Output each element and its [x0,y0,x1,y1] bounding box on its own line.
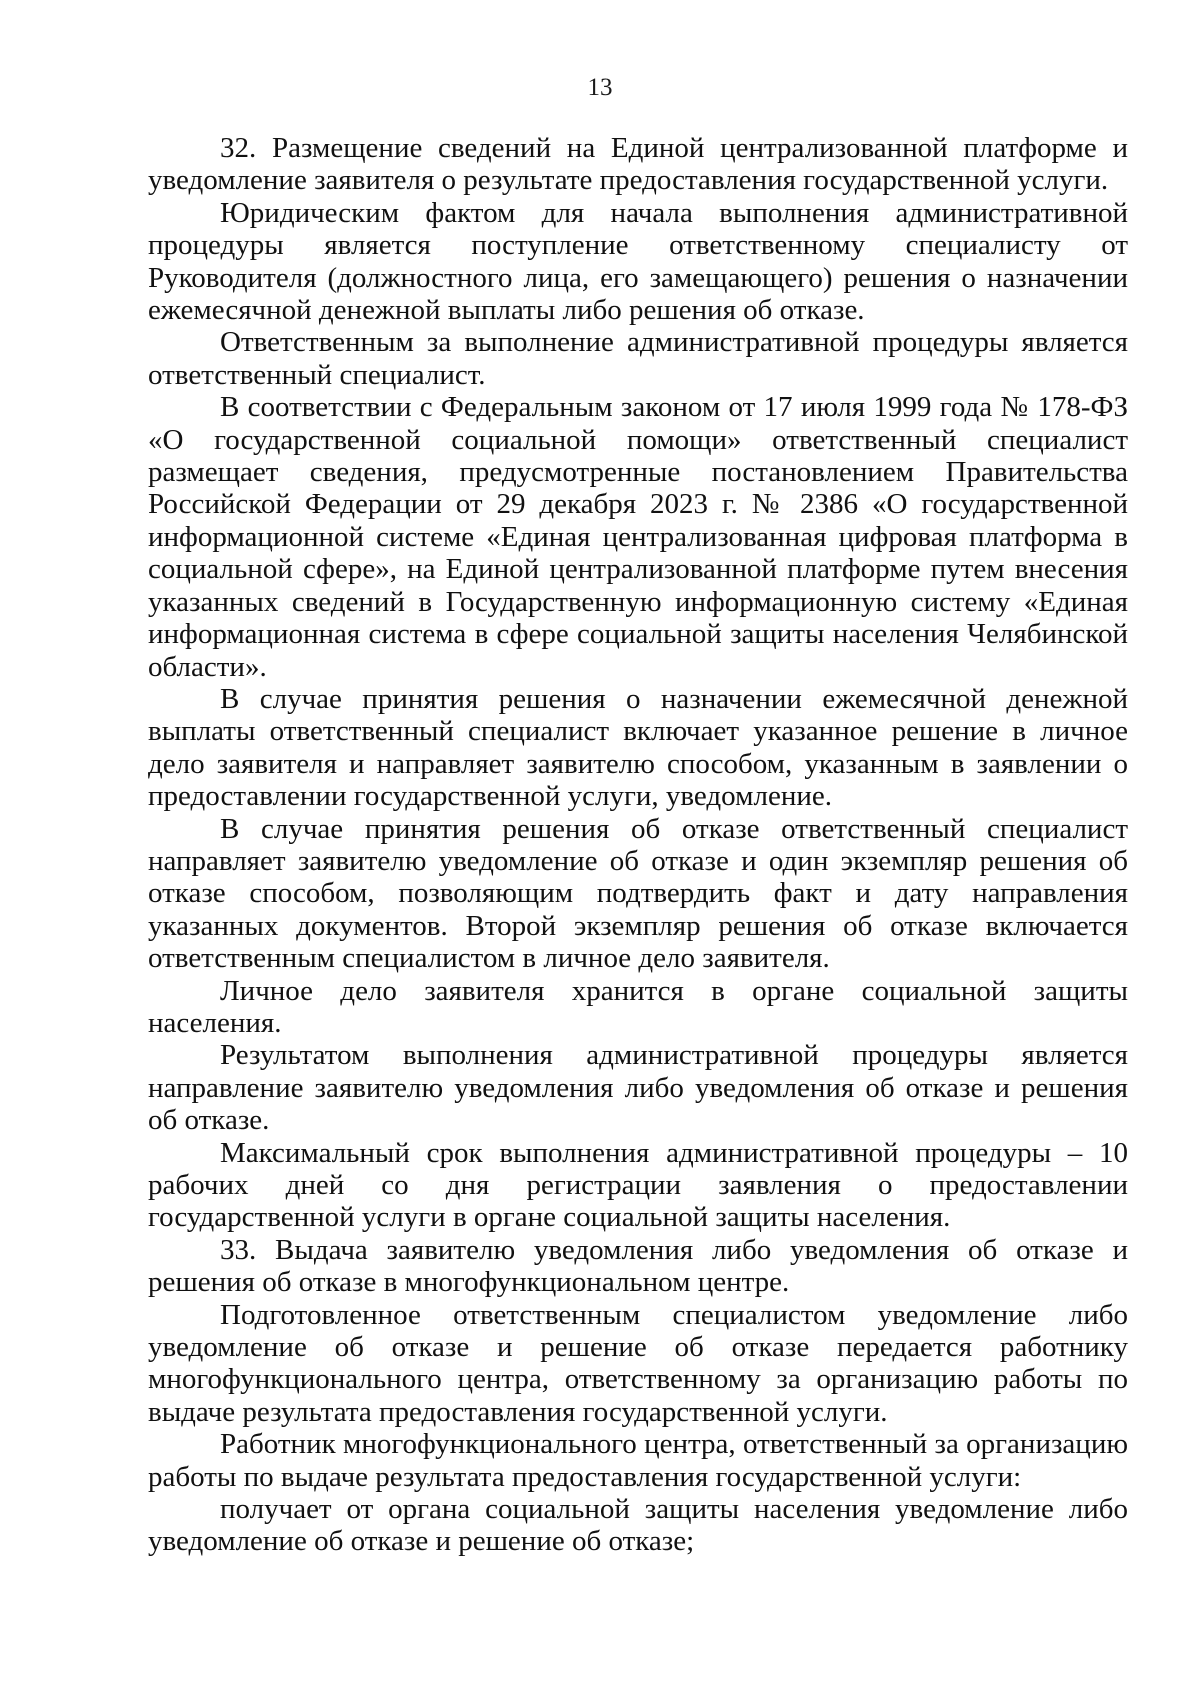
paragraph-approval-case: В случае принятия решения о назначении ежемесячной денежной выплаты ответственный специалист включает указанное решение в личное дело заявителя и направляет заявителю способом, указанным в заявлении о предоставлении государственной услуги, уведомление. [148,682,1128,813]
paragraph-personal-file-storage: Личное дело заявителя хранится в органе социальной защиты населения. [148,974,1128,1039]
paragraph-maximum-term: Максимальный срок выполнения административной процедуры – 10 рабочих дней со дня регистрации заявления о предоставлении государственной услуги в органе социальной защиты населения. [148,1136,1128,1234]
paragraph-procedure-result: Результатом выполнения административной процедуры является направление заявителю уведомления либо уведомления об отказе и решения об отказе. [148,1039,1128,1137]
paragraph-mfc-worker: Работник многофункционального центра, ответственный за организацию работы по выдаче результата предоставления государственной услуги: [148,1428,1128,1493]
paragraph-federal-law-placement: В соответствии с Федеральным законом от 17 июля 1999 года № 178-ФЗ «О государственной социальной помощи» ответственный специалист размещает сведения, предусмотренные постановлением Правительства Российской Федерации от 29 декабря 2023 г. № 2386 «О государственной информационной системе «Единая централизованная цифровая платформа в социальной сфере», на Единой централизованной платформе путем внесения указанных сведений в Государственную информационную систему «Единая информационная система в сфере социальной защиты населения Челябинской области». [148,391,1128,683]
paragraph-section-32-title: 32. Размещение сведений на Единой централизованной платформе и уведомление заявителя о результате предоставления государственной услуги. [148,132,1128,197]
paragraph-responsible-person: Ответственным за выполнение административной процедуры является ответственный специалист. [148,326,1128,391]
paragraph-refusal-case: В случае принятия решения об отказе ответственный специалист направляет заявителю уведомление об отказе и один экземпляр решения об отказе способом, позволяющим подтвердить факт и дату направления указанных документов. Второй экземпляр решения об отказе включается ответственным специалистом в личное дело заявителя. [148,812,1128,975]
document-body [148,132,1128,1558]
paragraph-section-33-title: 33. Выдача заявителю уведомления либо уведомления об отказе и решения об отказе в многофункциональном центре. [148,1233,1128,1299]
paragraph-receives-notification: получает от органа социальной защиты населения уведомление либо уведомление об отказе и решение об отказе; [148,1493,1128,1558]
paragraph-transfer-to-mfc: Подготовленное ответственным специалистом уведомление либо уведомление об отказе и решение об отказе передается работнику многофункционального центра, ответственному за организацию работы по выдаче результата предоставления государственной услуги. [148,1298,1128,1428]
page-number: 13 [587,74,613,101]
paragraph-legal-fact: Юридическим фактом для начала выполнения административной процедуры является поступление ответственному специалисту от Руководителя (должностного лица, его замещающего) решения о назначении ежемесячной денежной выплаты либо решения об отказе. [148,196,1128,327]
